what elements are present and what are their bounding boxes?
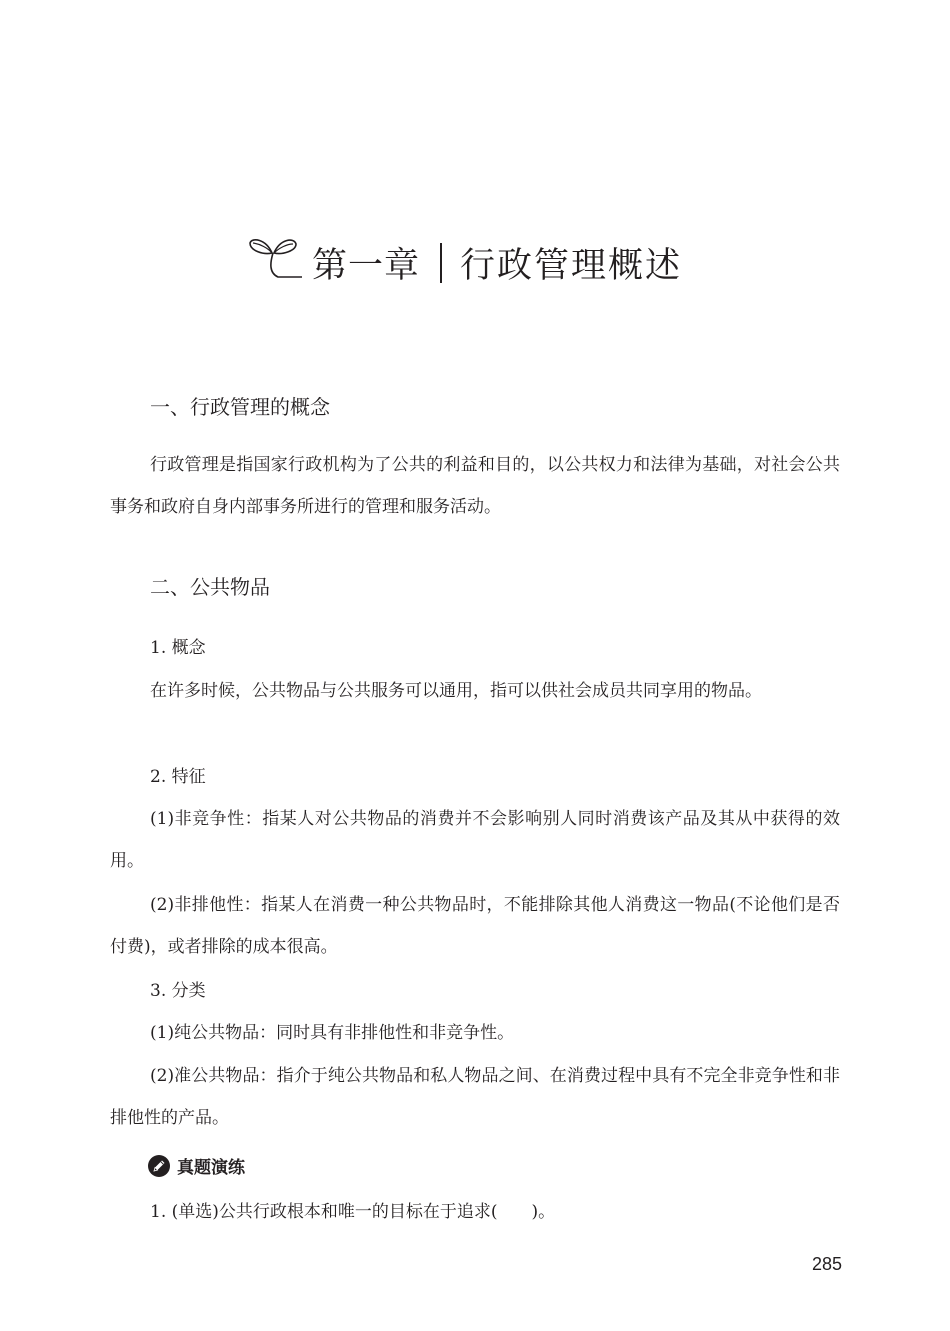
class-pure-public-goods: (1)纯公共物品：同时具有非排他性和非竞争性。 bbox=[150, 1023, 515, 1043]
exercise-heading-label: 真题演练 bbox=[177, 1158, 245, 1178]
section-heading-concept: 一、行政管理的概念 bbox=[150, 395, 330, 419]
chapter-title: 行政管理概述 bbox=[460, 246, 683, 286]
chapter-divider bbox=[440, 243, 442, 283]
public-goods-concept-text: 在许多时候，公共物品与公共服务可以通用，指可以供社会成员共同享用的物品。 bbox=[150, 681, 762, 701]
exercise-question-1: 1. (单选)公共行政根本和唯一的目标在于追求( )。 bbox=[150, 1202, 556, 1222]
chapter-label: 第一章 bbox=[312, 246, 421, 286]
chapter-header bbox=[248, 228, 682, 298]
section-heading-public-goods: 二、公共物品 bbox=[150, 575, 270, 599]
exercise-heading bbox=[148, 1153, 245, 1178]
subheading-features: 2. 特征 bbox=[150, 767, 206, 787]
feature-non-excludability: (2)非排他性：指某人在消费一种公共物品时，不能排除其他人消费这一物品(不论他们是否付费)，或者排除的成本很高。 bbox=[110, 895, 840, 957]
page-number: 285 bbox=[812, 1254, 843, 1274]
feature-non-rivalry: (1)非竞争性：指某人对公共物品的消费并不会影响别人同时消费该产品及其从中获得的效用。 bbox=[110, 809, 840, 871]
sprout-icon bbox=[248, 233, 304, 289]
class-quasi-public-goods: (2)准公共物品：指介于纯公共物品和私人物品之间、在消费过程中具有不完全非竞争性和非排他性的产品。 bbox=[110, 1066, 840, 1128]
subheading-classification: 3. 分类 bbox=[150, 981, 206, 1001]
concept-paragraph: 行政管理是指国家行政机构为了公共的利益和目的，以公共权力和法律为基础，对社会公共事务和政府自身内部事务所进行的管理和服务活动。 bbox=[110, 455, 840, 517]
pencil-icon bbox=[148, 1155, 170, 1177]
subheading-concept: 1. 概念 bbox=[150, 638, 206, 658]
